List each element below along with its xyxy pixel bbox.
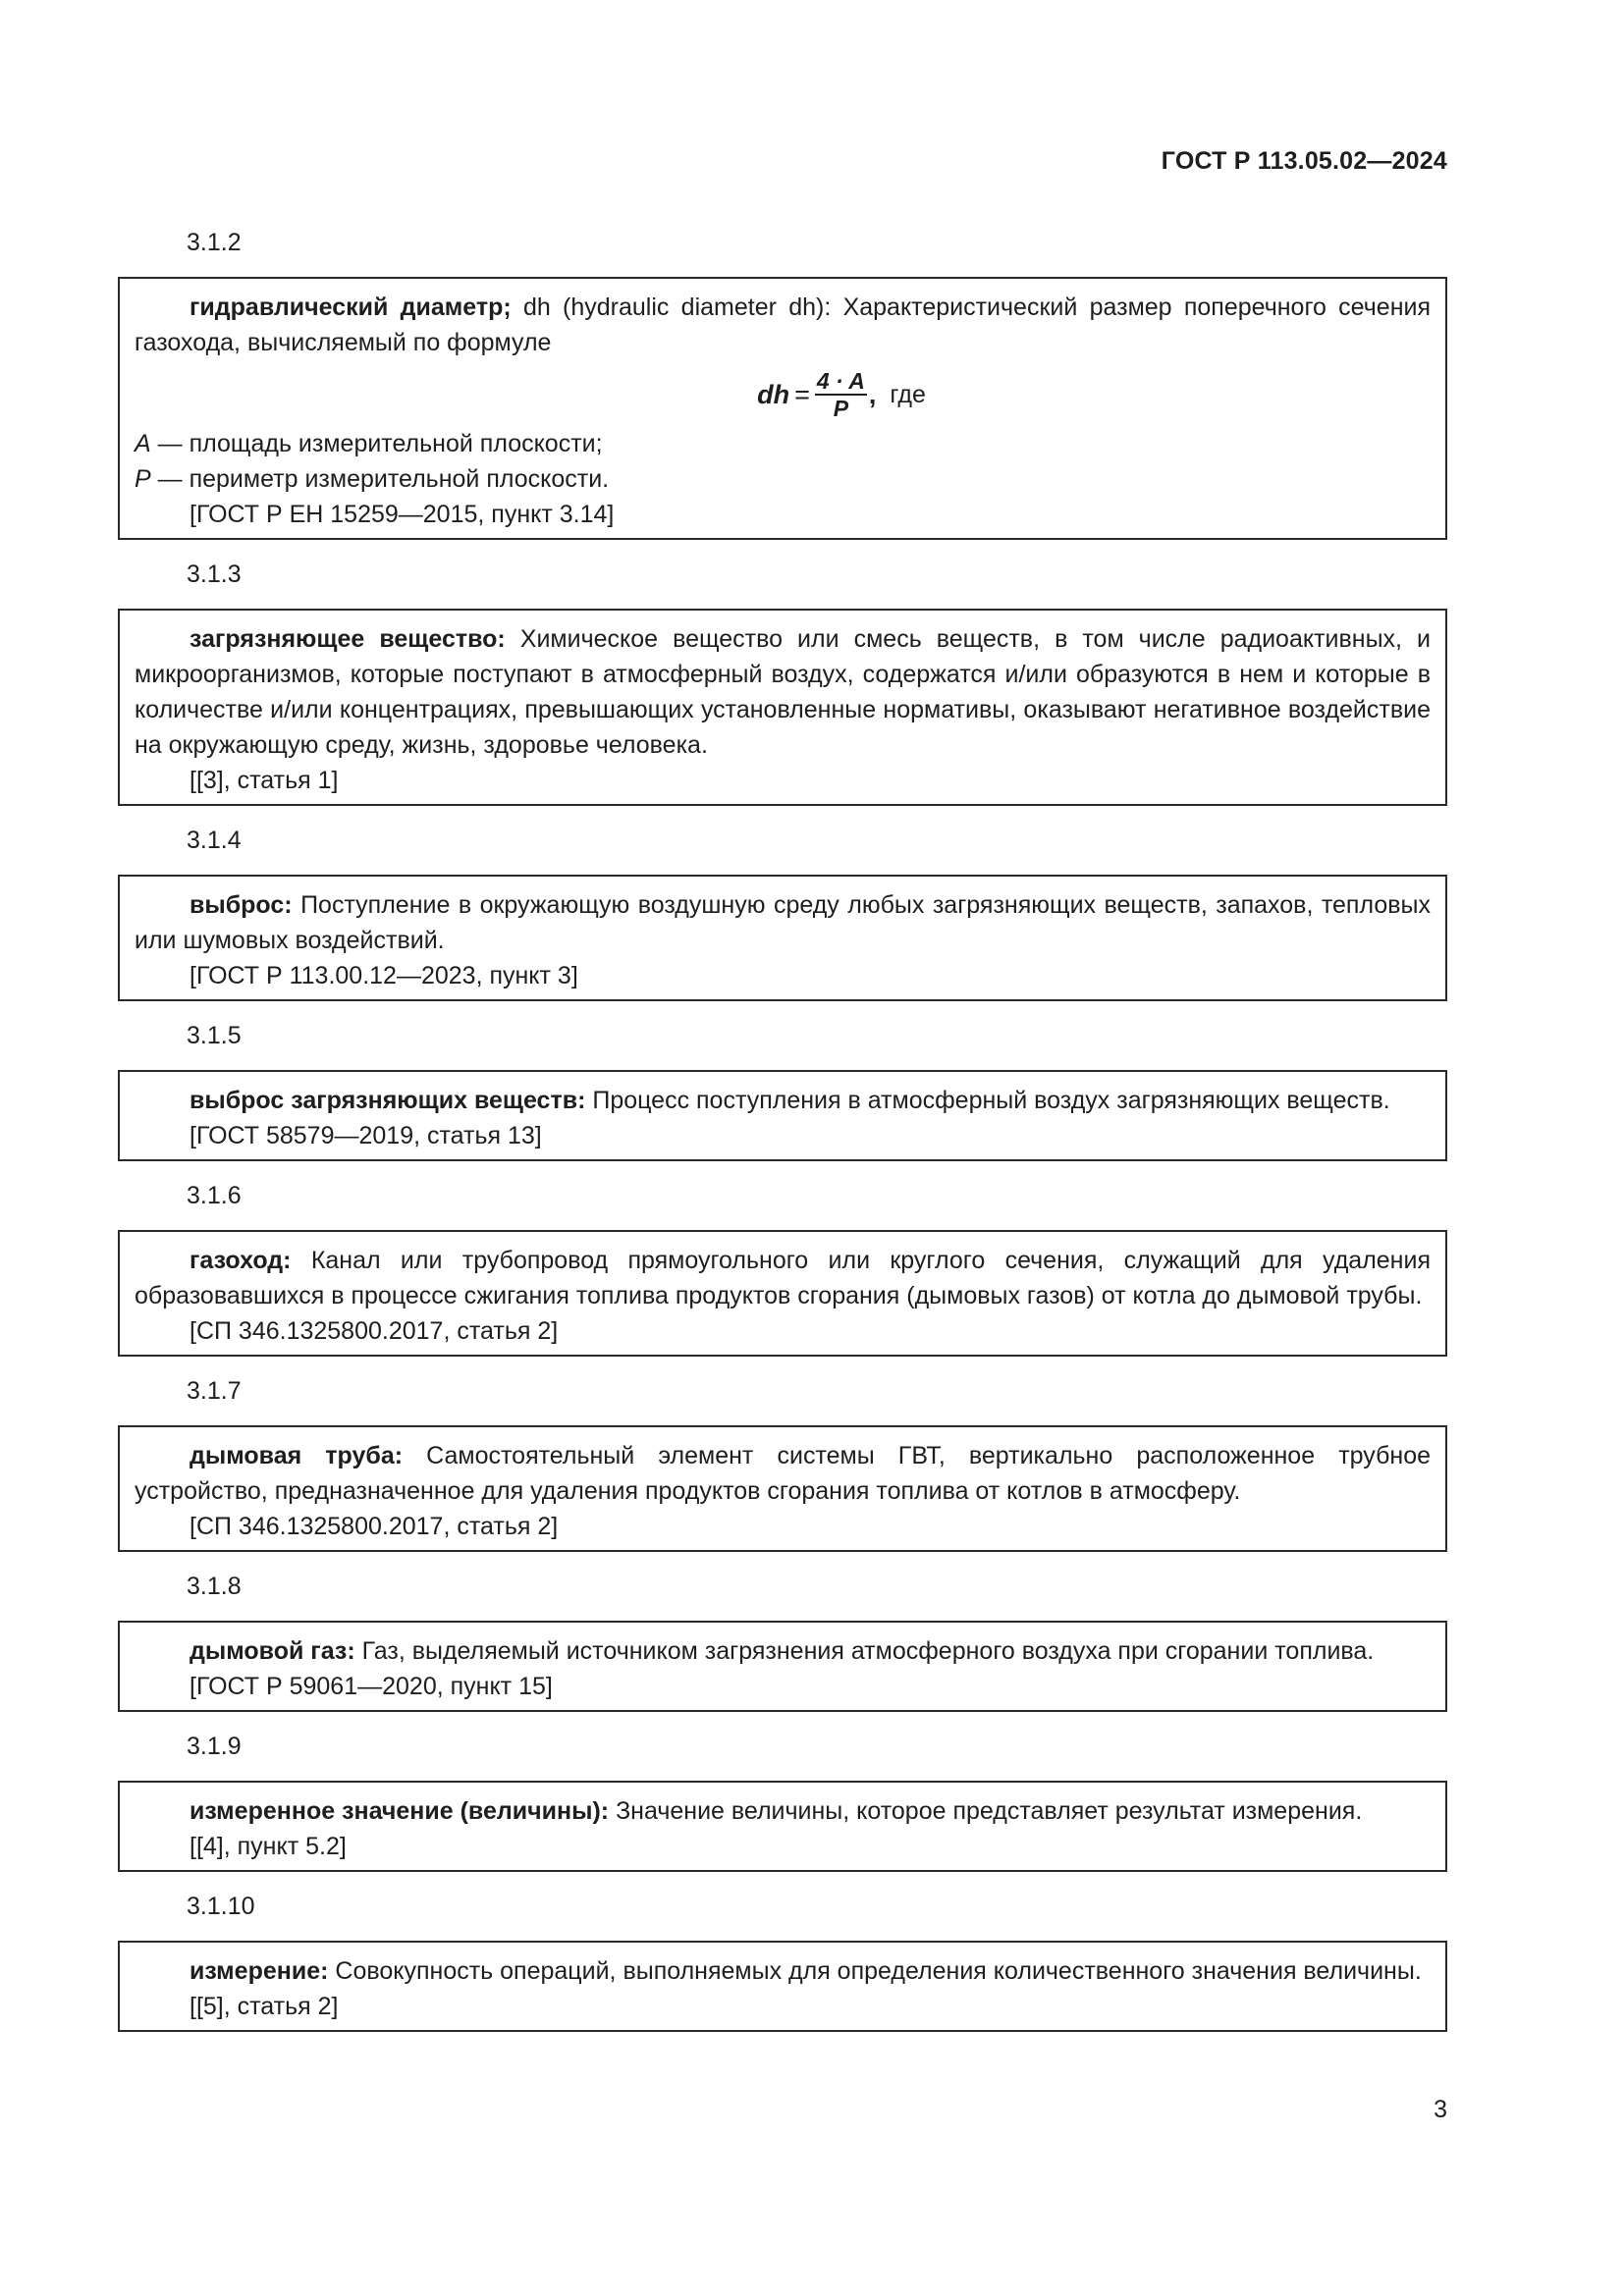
term-number: 3.1.5 [187,1022,242,1049]
term-definition-text: Канал или трубопровод прямоугольного или круглого сечения, служащий для удаления образовавшихся в процессе сжигания топлива продуктов сгорания (дымовых газов) от котла до дымовой трубы. [135,1247,1431,1309]
term-source: [СП 346.1325800.2017, статья 2] [189,1317,559,1345]
term-number: 3.1.10 [187,1893,255,1920]
term-definition-text: Самостоятельный элемент системы ГВТ, вертикально расположенное трубное устройство, предназначенное для удаления продуктов сгорания топлива от котлов в атмосферу. [135,1442,1432,1505]
variable-symbol: A [135,430,151,457]
term-definition [135,887,1431,958]
term-name: дымовой газ: [189,1637,355,1665]
variable-description: — площадь измерительной плоскости; [150,430,603,457]
formula-fraction [815,369,867,420]
term-definition [135,1438,1431,1509]
term-name: гидравлический диаметр; [189,294,512,321]
term-name: выброс: [189,891,293,919]
term-name: измерение: [189,1957,329,1985]
document-code-header: ГОСТ Р 113.05.02—2024 [1161,147,1447,175]
term-number: 3.1.9 [187,1733,242,1760]
formula-denominator: P [833,396,849,421]
term-definition-text: Значение величины, которое представляет результат измерения. [609,1797,1363,1825]
variable-symbol: P [135,465,151,493]
term-definition [135,1243,1431,1313]
variable-line [135,426,1431,461]
term-source: [[5], статья 2] [189,1993,339,2020]
formula [135,368,1431,421]
term-entry-chimney [118,1425,1447,1552]
formula-equals: = [794,380,810,409]
term-definition-text: Процесс поступления в атмосферный воздух загрязняющих веществ. [585,1087,1390,1114]
term-source: [СП 346.1325800.2017, статья 2] [189,1513,559,1540]
term-entry-flue-gas [118,1621,1447,1712]
term-number: 3.1.3 [187,561,242,588]
term-definition-text: dh (hydraulic diameter dh): Характеристический размер поперечного сечения газохода, вычисляемый по формуле [135,294,1431,356]
term-number: 3.1.8 [187,1573,242,1600]
term-entry-measured-value [118,1781,1447,1872]
term-definition [135,290,1431,360]
term-definition [135,1083,1431,1118]
terms-list [118,225,1447,2049]
term-definition [135,1953,1431,1989]
term-number: 3.1.7 [187,1377,242,1405]
variable-line [135,461,1431,497]
formula-numerator: 4 · A [816,368,865,394]
term-definition-text: Поступление в окружающую воздушную среду любых загрязняющих веществ, запахов, тепловых или шумовых воздействий. [135,891,1431,954]
term-name: измеренное значение (величины): [189,1797,610,1825]
term-name: загрязняющее вещество: [189,625,506,653]
term-source: [ГОСТ 58579—2019, статья 13] [189,1122,542,1149]
formula-where: где [890,381,926,408]
term-definition [135,1793,1431,1829]
variable-description: — периметр измерительной плоскости. [150,465,610,493]
term-entry-pollutant [118,609,1447,806]
term-definition-text: Совокупность операций, выполняемых для определения количественного значения величины. [328,1957,1422,1985]
term-entry-pollutant-emission [118,1070,1447,1161]
term-definition [135,621,1431,763]
term-definition-text: Газ, выделяемый источником загрязнения атмосферного воздуха при сгорании топлива. [354,1637,1375,1665]
term-source: [[4], пункт 5.2] [189,1833,347,1860]
term-name: газоход: [189,1247,292,1274]
term-entry-measurement [118,1941,1447,2032]
term-entry-emission [118,875,1447,1001]
page-number: 3 [1434,2096,1447,2123]
term-name: дымовая труба: [189,1442,404,1469]
term-number: 3.1.2 [187,229,242,256]
term-entry-flue-duct [118,1230,1447,1357]
term-name: выброс загрязняющих веществ: [189,1087,586,1114]
term-source: [ГОСТ Р ЕН 15259—2015, пункт 3.14] [189,501,615,528]
term-entry-hydraulic-diameter [118,277,1447,540]
term-source: [ГОСТ Р 113.00.12—2023, пункт 3] [189,962,578,989]
term-number: 3.1.6 [187,1182,242,1209]
term-number: 3.1.4 [187,827,242,854]
term-definition [135,1633,1431,1669]
term-source: [ГОСТ Р 59061—2020, пункт 15] [189,1673,553,1700]
formula-lhs: dh [757,380,790,409]
term-source: [[3], статья 1] [189,767,339,794]
term-definition-text: Химическое вещество или смесь веществ, в том числе радиоактивных, и микроорганизмов, которые поступают в атмосферный воздух, содержатся и/или образуются в нем и которые в количестве и/или концентрациях, превышающих установленные нормативы, оказывают негативное воздействие на окружающую среду, жизнь, здоровье человека. [135,625,1431,759]
formula-comma: , [868,380,877,409]
